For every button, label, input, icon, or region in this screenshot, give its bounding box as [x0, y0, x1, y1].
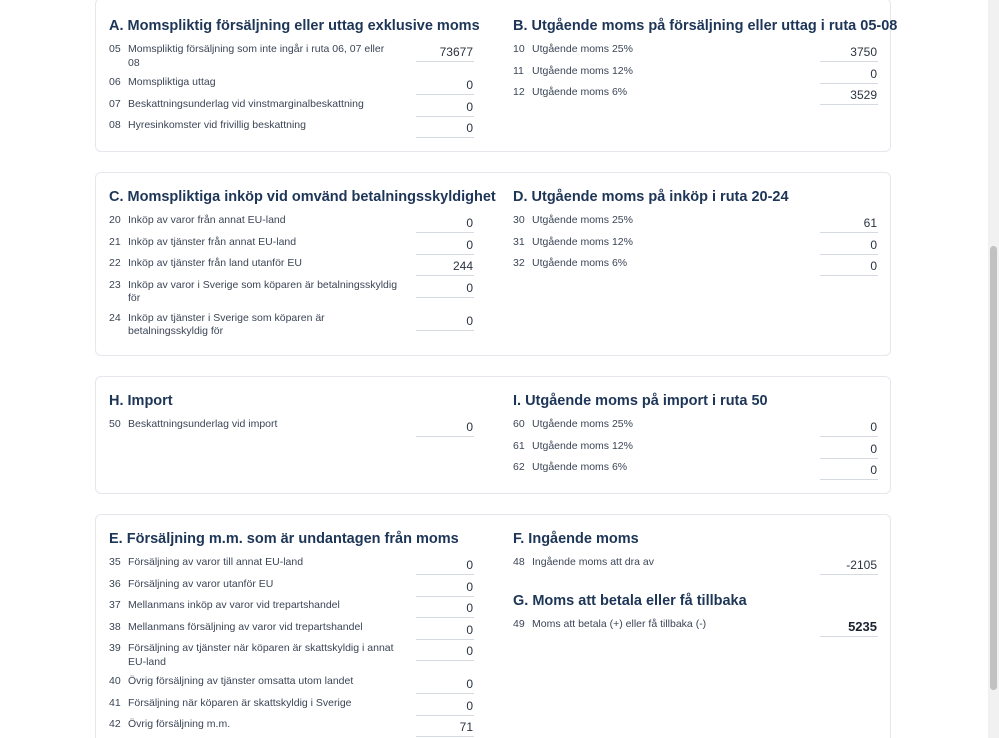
row-value: 0 [416, 237, 474, 255]
row-value: 5235 [820, 619, 878, 637]
row-label: Utgående moms 12% [532, 439, 633, 452]
row-value: 0 [416, 77, 474, 95]
row-number: 49 [513, 617, 525, 630]
vat-row-40 [109, 673, 475, 695]
vat-row-39 [109, 640, 475, 673]
section-d-title: D. Utgående moms på inköp i ruta 20-24 [513, 189, 789, 205]
row-value: 3529 [820, 87, 878, 105]
row-value: 0 [416, 643, 474, 661]
vat-row-61 [513, 438, 879, 460]
row-number: 21 [109, 235, 121, 248]
row-value: 0 [820, 462, 878, 480]
row-number: 40 [109, 675, 121, 687]
row-label: Utgående moms 6% [532, 257, 628, 269]
vat-row-37 [109, 597, 475, 619]
row-number: 61 [513, 439, 525, 452]
row-value: 0 [416, 557, 474, 575]
vat-row-06 [109, 74, 475, 96]
row-value: 0 [416, 676, 474, 694]
vat-row-10 [513, 41, 879, 63]
vat-row-08 [109, 117, 475, 139]
row-number: 12 [513, 86, 525, 98]
row-value: 73677 [416, 44, 474, 62]
row-value: 244 [416, 258, 474, 276]
section-a-title: A. Momspliktig försäljning eller uttag exklusive moms [109, 18, 480, 34]
vat-row-36 [109, 576, 475, 598]
vat-row-60 [513, 416, 879, 438]
row-label: Övrig försäljning av tjänster omsatta utom landet [128, 675, 354, 687]
row-number: 50 [109, 418, 121, 430]
vat-row-07 [109, 96, 475, 118]
vat-row-41 [109, 695, 475, 717]
row-number: 07 [109, 97, 121, 110]
row-label: Inköp av tjänster från land utanför EU [128, 257, 302, 269]
card-sales [95, 0, 898, 152]
section-e [109, 530, 475, 738]
row-label: Beskattningsunderlag vid import [128, 418, 278, 430]
section-g-title: G. Moms att betala eller få tillbaka [513, 592, 747, 609]
row-label: Inköp av tjänster i Sverige som köparen är betalningsskyldig för [128, 311, 325, 337]
row-label: Utgående moms 6% [532, 86, 628, 98]
section-b [513, 17, 898, 106]
row-number: 41 [109, 696, 121, 709]
row-value: 0 [820, 258, 878, 276]
vat-row-49 [513, 616, 879, 638]
row-label: Momspliktig försäljning som inte ingår i ruta 06, 07 eller 08 [128, 43, 385, 69]
row-label: Moms att betala (+) eller få tillbaka (-) [532, 617, 707, 630]
row-value: 0 [416, 622, 474, 640]
row-number: 23 [109, 278, 121, 291]
vat-row-11 [513, 63, 879, 85]
row-value: 0 [416, 280, 474, 298]
row-value: 61 [820, 215, 878, 233]
row-label: Inköp av varor i Sverige som köparen är betalningsskyldig för [128, 278, 398, 304]
vat-row-62 [513, 459, 879, 481]
row-value: 0 [416, 419, 474, 437]
card-purchases [95, 172, 891, 356]
row-number: 48 [513, 556, 525, 568]
vat-row-23 [109, 277, 475, 310]
vertical-scrollbar[interactable] [988, 0, 999, 738]
row-number: 31 [513, 235, 525, 248]
row-value: 0 [820, 66, 878, 84]
row-value: 0 [820, 419, 878, 437]
vat-row-24 [109, 310, 475, 343]
row-label: Utgående moms 25% [532, 214, 633, 226]
row-label: Mellanmans inköp av varor vid trepartshandel [128, 599, 340, 611]
row-label: Utgående moms 25% [532, 43, 633, 55]
row-label: Utgående moms 12% [532, 235, 633, 248]
vat-row-42 [109, 716, 475, 738]
row-number: 42 [109, 718, 121, 730]
vat-row-21 [109, 234, 475, 256]
row-number: 36 [109, 577, 121, 590]
section-h [109, 392, 475, 438]
row-value: 0 [416, 313, 474, 331]
section-i-title: I. Utgående moms på import i ruta 50 [513, 393, 768, 409]
row-label: Försäljning när köparen är skattskyldig i Sverige [128, 696, 352, 709]
row-value: 0 [416, 99, 474, 117]
vat-row-05 [109, 41, 475, 74]
vat-row-31 [513, 234, 879, 256]
row-value: 0 [820, 441, 878, 459]
section-b-title: B. Utgående moms på försäljning eller uttag i ruta 05-08 [513, 18, 898, 34]
section-d [513, 188, 879, 277]
card-import [95, 376, 891, 494]
row-label: Försäljning av varor till annat EU-land [128, 556, 304, 568]
row-value: 0 [416, 120, 474, 138]
section-c [109, 188, 496, 343]
row-value: -2105 [820, 557, 878, 575]
row-number: 38 [109, 620, 121, 633]
section-f [513, 530, 879, 637]
scrollbar-thumb[interactable] [990, 246, 997, 690]
row-number: 35 [109, 556, 121, 568]
row-label: Momspliktiga uttag [128, 76, 216, 88]
row-number: 37 [109, 599, 121, 611]
section-h-title: H. Import [109, 393, 173, 409]
row-number: 60 [513, 418, 525, 430]
vat-row-38 [109, 619, 475, 641]
row-value: 0 [416, 215, 474, 233]
vat-row-32 [513, 255, 879, 277]
row-label: Hyresinkomster vid frivillig beskattning [128, 119, 306, 131]
vat-row-35 [109, 554, 475, 576]
vat-row-20 [109, 212, 475, 234]
row-value: 71 [416, 719, 474, 737]
row-value: 0 [416, 600, 474, 618]
section-i [513, 392, 879, 481]
section-a [109, 17, 480, 139]
row-label: Utgående moms 6% [532, 461, 628, 473]
row-label: Övrig försäljning m.m. [128, 718, 231, 730]
vat-row-12 [513, 84, 879, 106]
row-value: 0 [820, 237, 878, 255]
row-number: 39 [109, 642, 121, 654]
row-label: Beskattningsunderlag vid vinstmarginalbeskattning [128, 97, 364, 110]
row-label: Mellanmans försäljning av varor vid trepartshandel [128, 620, 363, 633]
section-c-title: C. Momspliktiga inköp vid omvänd betalningsskyldighet [109, 189, 496, 205]
vat-row-30 [513, 212, 879, 234]
row-label: Försäljning av tjänster när köparen är skattskyldig i annat EU-land [128, 642, 394, 668]
section-e-title: E. Försäljning m.m. som är undantagen från moms [109, 531, 459, 547]
card-exempt-and-result [95, 514, 891, 738]
vat-row-48 [513, 554, 879, 576]
row-value: 0 [416, 579, 474, 597]
row-label: Inköp av tjänster från annat EU-land [128, 235, 297, 248]
row-label: Utgående moms 12% [532, 64, 633, 77]
row-number: 62 [513, 461, 525, 473]
vat-row-50 [109, 416, 475, 438]
row-number: 20 [109, 214, 121, 226]
row-number: 22 [109, 257, 121, 269]
row-number: 32 [513, 257, 525, 269]
row-number: 05 [109, 43, 121, 55]
row-label: Ingående moms att dra av [532, 556, 654, 568]
row-number: 08 [109, 119, 121, 131]
section-f-title: F. Ingående moms [513, 531, 639, 547]
row-number: 30 [513, 214, 525, 226]
row-label: Försäljning av varor utanför EU [128, 577, 274, 590]
row-number: 10 [513, 43, 525, 55]
row-value: 3750 [820, 44, 878, 62]
row-label: Utgående moms 25% [532, 418, 633, 430]
row-number: 24 [109, 311, 121, 324]
row-number: 11 [513, 64, 524, 77]
vat-row-22 [109, 255, 475, 277]
row-number: 06 [109, 76, 121, 88]
row-value: 0 [416, 698, 474, 716]
row-label: Inköp av varor från annat EU-land [128, 214, 286, 226]
